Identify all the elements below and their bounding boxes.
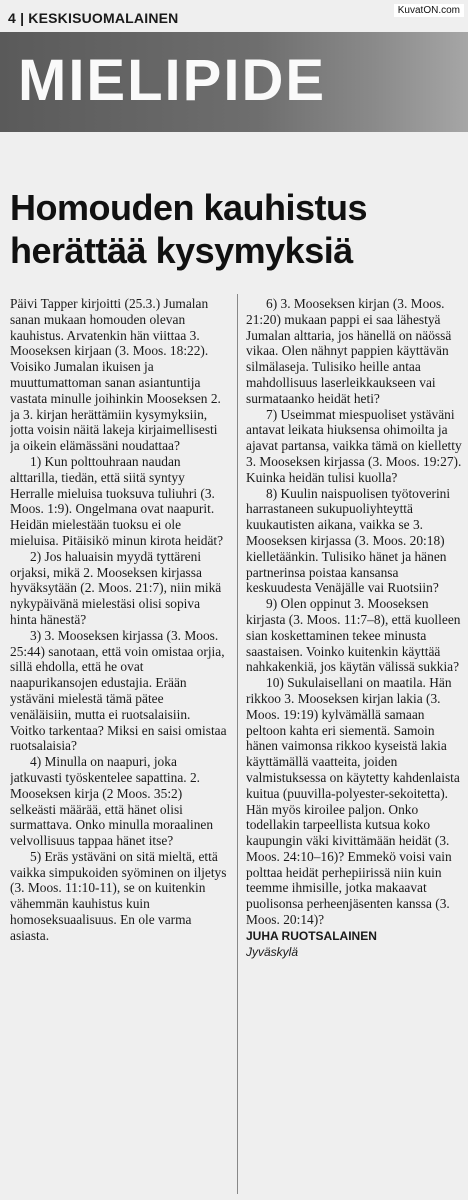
section-banner [0, 32, 468, 132]
article-column-right [246, 296, 462, 1196]
column-divider [237, 294, 238, 1194]
page-number-label: 4 | KESKISUOMALAINEN [8, 10, 179, 26]
article-headline [10, 186, 460, 272]
article-paragraph: 4) Minulla on naapuri, joka jatkuvasti työskentelee sapattina. 2. Mooseksen kirja (2 Moos. 35:2) selkeästi määrää, että hänet olisi surmattava. Onko minulla moraalinen velvollisuus tappaa hänet itse? [10, 754, 214, 849]
article-paragraph: 6) 3. Mooseksen kirjan (3. Moos. 21:20) mukaan pappi ei saa lähestyä Jumalan alttaria, jos hänellä on näössä vikaa. Olen nähnyt pappien käyttävän silmälaseja. Tulisiko heille antaa mahdollisuus laserleikkaukseen vai surmataanko heidät heti? [246, 296, 452, 406]
article-paragraph: 7) Useimmat miespuoliset ystäväni antavat leikata hiuksensa ohimoilta ja ajavat partansa, vaikka tämä on kielletty 3. Mooseksen kirjassa (3. Moos. 19:27). Kuinka heidän tulisi kuolla? [246, 406, 462, 485]
article-column-left [10, 296, 228, 1196]
article-paragraph: Päivi Tapper kirjoitti (25.3.) Jumalan sanan mukaan homouden olevan kauhistus. Arvatenkin hän viittaa 3. Mooseksen kirjaan (3. Moos. 18:22). Voisiko Jumalan ikuisen ja muuttumattoman sanan asiantuntija vastata minulle joihinkin Mooseksen 2. ja 3. kirjan herättämiin kysymyksiin, jotta voisin näitä lakeja kirjaimellisesti ja oikein elämässäni noudattaa? [10, 296, 221, 454]
headline-line-2: herättää kysymyksiä [10, 230, 353, 271]
article-paragraph: 10) Sukulaisellani on maatila. Hän rikkoo 3. Mooseksen kirjan lakia (3. Moos. 19:19) kylvämällä samaan peltoon kahta eri siementä. Samoin hänen vaimonsa rikkoo kyseistä lakia käyttämällä vaatteita, joiden valmistuksessa on käytetty kahdenlaista kuitua (puuvilla-polyester-sekoitetta). Hän myös kiroilee paljon. Onko todellakin tarpeellista kutsua koko kaupungin väki kivittämään heidät (3. Moos. 24:10–16)? Emmekö voisi vain polttaa heidät perhepiirissä niin kuin teemme ihmisille, jotka makaavat puolisonsa perheenjäsenten kanssa (3. Moos. 20:14)? [246, 675, 460, 928]
article-paragraph: 8) Kuulin naispuolisen työtoverini harrastaneen sukupuoliyhteyttä kuukautisten aikana, vaikka se 3. Mooseksen kirjassa (3. Moos. 20:18) kielletäänkin. Tulisiko hänet ja hänen partnerinsa poistaa kansansa keskuudesta Venäjälle vai Ruotsiin? [246, 485, 451, 596]
author-city: Jyväskylä [246, 944, 299, 959]
article-paragraph: 9) Olen oppinut 3. Mooseksen kirjasta (3. Moos. 11:7–8), että kuolleen sian koskettaminen tekee minusta saastaisen. Voinko kuitenkin käyttää nahkakenkiä, jos käytän välissä sukkia? [246, 596, 461, 675]
article-paragraph: 1) Kun polttouhraan naudan alttarilla, tiedän, että siitä syntyy Herralle mieluisa tuoksuva tuliuhri (3. Moos. 1:9). Ongelmana ovat naapurit. Heidän mielestään tuoksu ei ole mieluisa. Pitäisikö minun kirota heidät? [10, 453, 224, 548]
section-title: MIELIPIDE [18, 48, 327, 113]
article-paragraph: 3) 3. Mooseksen kirjassa (3. Moos. 25:44) sanotaan, että voin omistaa orjia, sillä ehdolla, että he ovat naapurikansojen edustajia. Erään ystäväni mielestä tämä pätee venäläisiin, mutta ei ruotsalaisiin. Voitko tarkentaa? Miksi en saisi omistaa ruotsalaisia? [10, 627, 227, 754]
page-header [0, 0, 468, 30]
headline-line-1: Homouden kauhistus [10, 187, 368, 228]
article-paragraph: 2) Jos haluaisin myydä tyttäreni orjaksi, mikä 2. Mooseksen kirjassa hyväksytään (2. Moos. 21:7), niin mikä nykypäivänä mielestäsi olisi sopiva hinta hänestä? [10, 548, 222, 627]
author-signature: JUHA RUOTSALAINEN [246, 928, 377, 943]
article-paragraph: 5) Eräs ystäväni on sitä mieltä, että vaikka simpukoiden syöminen on iljetys (3. Moos. 11:10-11), se on kuitenkin vähemmän kauhistus kuin homoseksuaalisuus. En ole varma asiasta. [10, 848, 227, 943]
watermark: KuvatON.com [394, 4, 464, 17]
